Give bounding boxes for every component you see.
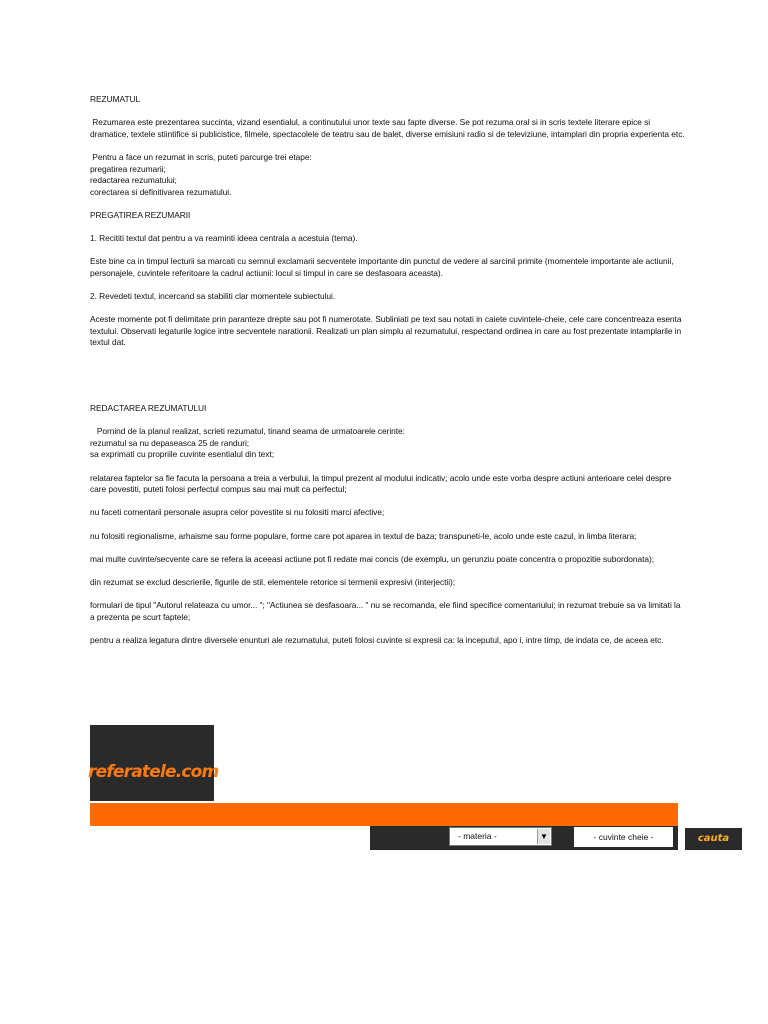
paragraph: 1. Recititi textul dat pentru a va reaminti ideea centrala a acestuia (tema). — [90, 233, 358, 244]
requirement-item: din rezumat se exclud descrierile, figurile de stil, elementele retorice si termenii expresivi (interjectii); — [90, 576, 456, 587]
subject-select[interactable] — [449, 827, 552, 846]
steps-intro: Pentru a face un rezumat in scris, puteti parcurge trei etape: — [92, 151, 312, 162]
logo-underline — [90, 789, 208, 801]
keyword-input[interactable] — [574, 827, 673, 847]
section-title-pregatirea: PREGATIREA REZUMARII — [90, 209, 191, 220]
requirement-item: sa exprimati cu propriile cuvinte esentialul din text; — [90, 449, 274, 460]
logo-text: referatele.com — [88, 762, 219, 782]
step-item: redactarea rezumatului; — [90, 175, 177, 186]
requirement-item: nu faceti comentarii personale asupra celor povestite si nu folositi marci afective; — [90, 507, 385, 518]
orange-banner-bar — [90, 803, 678, 826]
requirement-item: mai multe cuvinte/secvente care se refera la aceeasi actiune pot fi redate mai concis (de exemplu, un gerunziu poate concentra o propozitie subordonata); — [90, 553, 655, 564]
paragraph: Este bine ca in timpul lecturii sa marcati cu semnul exclamarii secventele importante din punctul de vedere al sarcinii primite (momentele importante ale actiunii, personajele, cuvintele referitoare la cadrul actiunii: locul si timpul in care se desfasoara aceasta). — [90, 256, 674, 278]
search-button[interactable]: cauta — [685, 828, 742, 850]
requirement-item: relatarea faptelor sa fie facuta la persoana a treia a verbului, la timpul prezent al modului indicativ; acolo unde este vorba despre actiuni anterioare celei despre care povestiti, puteti folosi perfectul compus sau mai mult ca perfectul; — [90, 472, 672, 495]
page-title: REZUMATUL — [90, 94, 141, 104]
keyword-placeholder: - cuvinte cheie - — [593, 832, 654, 842]
requirement-item: nu folositi regionalisme, arhaisme sau forme populare, forme care pot aparea in textul de baza; transpuneti-le, acolo unde este cazul, in limba literara; — [90, 530, 637, 541]
paragraph: Aceste momente pot fi delimitate prin paranteze drepte sau pot fi numerotate. Subliniati pe text sau notati in caiete cuvintele-cheie, cele care concentreaza esenta textului. Observati legaturile logice intre secventele narationii. Realizati un plan simplu al rezumatului, respectand ordinea in care au fost prezentate intamplarile in textul dat. — [90, 314, 682, 348]
intro-paragraph: Rezumarea este prezentarea succinta, vizand esentialul, a continutului unor texte sau fapte diverse. Se pot rezuma oral si in scris textele literare epice si dramatice, textele stiintifice si publicistice, filmele, spectacolele de teatru sau de balet, diverse emisiuni radio si de televiziune, intamplari din propria experienta etc. — [90, 117, 685, 139]
section-title-redactarea: REDACTAREA REZUMATULUI — [90, 403, 207, 414]
requirement-item: formulari de tipul "Autorul relateaza cu umor... "; "Actiunea se desfasoara... " nu se recomanda, ele fiind specifice comentariului; in rezumat trebuie sa va limitati la a prezenta pe scurt faptele; — [90, 600, 681, 622]
requirements-intro: Pornind de la planul realizat, scrieti rezumatul, tinand seama de urmatoarele cerinte: — [96, 426, 405, 437]
requirement-item: rezumatul sa nu depaseasca 25 de randuri; — [90, 437, 250, 448]
paragraph: 2. Revedeti textul, incercand sa stabiliti clar momentele subiectului. — [90, 291, 336, 302]
requirement-item: pentru a realiza legatura dintre diversele enunturi ale rezumatului, puteti folosi cuvinte si expresii ca: la inceputul, apo i, intre timp, de indata ce, de aceea etc. — [90, 634, 664, 645]
subject-select-value: - materia - — [458, 831, 497, 841]
chevron-down-icon[interactable]: ▼ — [537, 829, 550, 844]
spacer — [90, 349, 686, 403]
step-item: pregatirea rezumarii; — [90, 163, 166, 174]
step-item: corectarea si definitivarea rezumatului. — [90, 186, 232, 197]
document-body — [90, 94, 686, 647]
